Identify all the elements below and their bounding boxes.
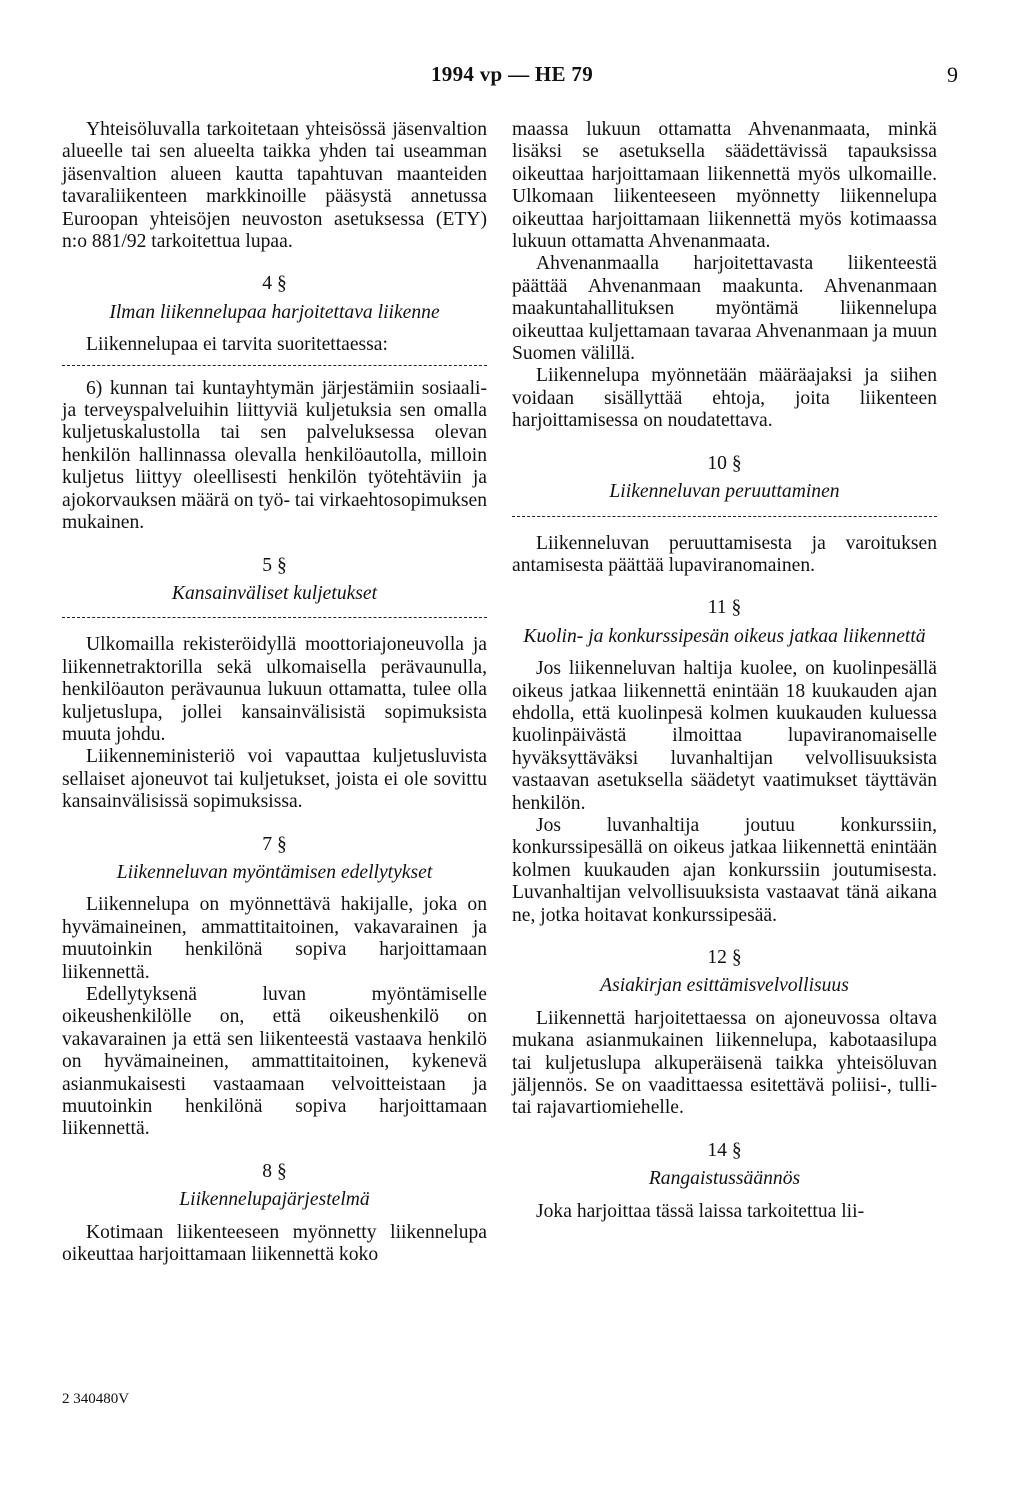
- paragraph: maassa lukuun ottamatta Ahvenanmaata, minkä lisäksi se asetuksella säädettävissä tapauksissa oikeuttaa harjoittamaan liikennettä myös ulkomaille. Ulkomaan liikenteeseen myönnetty liikennelupa oikeuttaa harjoittamaan liikennettä myös kotimaassa lukuun ottamatta Ahvenanmaata.: [512, 119, 937, 253]
- section-title: Asiakirjan esittämisvelvollisuus: [600, 975, 849, 997]
- paragraph: Ahvenanmaalla harjoitettavasta liikenteestä päättää Ahvenanmaan maakunta. Ahvenanmaan maakuntahallituksen myöntämä liikennelupa oikeuttaa kuljettamaan tavaraa Ahvenanmaan ja muun Suomen välillä.: [512, 253, 937, 365]
- omission-line: [512, 516, 937, 517]
- left-column: [62, 119, 487, 1266]
- omission-line: [62, 365, 487, 366]
- page-number: 9: [947, 62, 958, 87]
- paragraph: Edellytyksenä luvan myöntämiselle oikeushenkilölle on, että oikeushenkilö on vakavarainen ja että sen liikenteestä vastaava henkilö on hyvämaineinen, ammattitaitoinen, kykenevä asianmukaisesti vastaamaan velvoitteistaan ja muutoinkin henkilönä sopiva harjoittamaan liikennettä.: [62, 984, 487, 1140]
- section-title: Ilman liikennelupaa harjoitettava liikenne: [109, 301, 440, 323]
- paragraph: Liikennettä harjoitettaessa on ajoneuvossa oltava mukana asianmukainen liikennelupa, kabotaasilupa tai kuljetuslupa alkuperäisenä taikka yhteisöluvan jäljennös. Se on vaadittaessa esitettävä poliisi-, tulli- tai rajavartiomiehelle.: [512, 1007, 937, 1119]
- paragraph: Liikennelupaa ei tarvita suoritettaessa:: [86, 334, 388, 356]
- paragraph: Jos liikenneluvan haltija kuolee, on kuolinpesällä oikeus jatkaa liikennettä enintään 18 kuukauden ajan ehdolla, että kuolinpesä kolmen kuukauden kuluessa kuolinpäivästä ilmoittaa lupaviranomaiselle hyväksyttäväksi luvanhaltijan velvollisuuksista vastaavan asetuksella säädetyt vaatimukset täyttävän henkilön.: [512, 658, 937, 814]
- section-number: 5 §: [262, 554, 287, 576]
- paragraph: Liikennelupa myönnetään määräajaksi ja siihen voidaan sisällyttää ehtoja, joita liikenteen harjoittamisessa on noudatettava.: [512, 365, 937, 432]
- paragraph: Liikenneministeriö voi vapauttaa kuljetusluvista sellaiset ajoneuvot tai kuljetukset, joista ei ole sovittu kansainvälisissä sopimuksissa.: [62, 746, 487, 813]
- section-title: Rangaistussäännös: [648, 1168, 801, 1190]
- section-number: 4 §: [262, 273, 287, 295]
- paragraph: Yhteisöluvalla tarkoitetaan yhteisössä jäsenvaltion alueelle tai sen alueelta taikka yhden tai useamman jäsenvaltion alueen kautta tapahtuvan maanteiden tavaraliikenteen markkinoille pääsystä annetussa Euroopan yhteisöjen neuvoston asetuksessa (ETY) n:o 881/92 tarkoitettua lupaa.: [62, 119, 487, 253]
- paragraph: Liikennelupa on myönnettävä hakijalle, joka on hyvämaineinen, ammattitaitoinen, vakavarainen ja muutoinkin henkilönä sopiva harjoittamaan liikennettä.: [62, 894, 487, 983]
- section-number: 7 §: [262, 833, 287, 855]
- section-number: 14 §: [707, 1139, 742, 1161]
- section-number: 8 §: [262, 1160, 287, 1182]
- paragraph: Jos luvanhaltija joutuu konkurssiin, konkurssipesällä on oikeus jatkaa liikennettä enintään kolmen kuukauden ajan konkurssiin joutumisesta. Luvanhaltijan velvollisuuksista vastaavat tänä aikana ne, jotka hoitavat konkurssipesää.: [512, 814, 937, 926]
- omission-line: [62, 617, 487, 618]
- section-number: 11 §: [707, 597, 742, 619]
- section-title: Kansainväliset kuljetukset: [171, 582, 378, 604]
- section-title: Liikenneluvan peruuttaminen: [609, 481, 840, 503]
- section-title: Liikenneluvan myöntämisen edellytykset: [116, 861, 433, 883]
- page-header: 1994 vp — HE 79: [430, 62, 594, 86]
- paragraph: 6) kunnan tai kuntayhtymän järjestämiin sosiaali- ja terveyspalveluihin liittyviä kuljetuksia sen omalla kuljetuskalustolla tai sen palveluksessa olevan henkilön hallinnassa olevalla henkilöautolla, milloin kuljetus liittyy oleellisesti henkilön työtehtäviin ja ajokorvauksen määrä on työ- tai virkaehtosopimuksen mukainen.: [62, 377, 487, 534]
- paragraph: Ulkomailla rekisteröidyllä moottoriajoneuvolla ja liikennetraktorilla sekä ulkomaisella perävaunulla, henkilöauton perävaunua lukuun ottamatta, tulee olla kuljetuslupa, jollei kansainvälisistä sopimuksista muuta johdu.: [62, 634, 487, 745]
- right-column: [512, 119, 937, 1223]
- section-title: Kuolin- ja konkurssipesän oikeus jatkaa liikennettä: [523, 625, 926, 647]
- section-number: 12 §: [707, 947, 742, 968]
- paragraph: Joka harjoittaa tässä laissa tarkoitettua lii-: [536, 1200, 865, 1222]
- section-title: Liikennelupajärjestelmä: [179, 1189, 370, 1211]
- paragraph: Kotimaan liikenteeseen myönnetty liikennelupa oikeuttaa harjoittamaan liikennettä koko: [62, 1221, 487, 1266]
- section-number: 10 §: [707, 452, 742, 474]
- footer-code: 2 340480V: [62, 1391, 130, 1407]
- paragraph: Liikenneluvan peruuttamisesta ja varoituksen antamisesta päättää lupaviranomainen.: [512, 532, 937, 576]
